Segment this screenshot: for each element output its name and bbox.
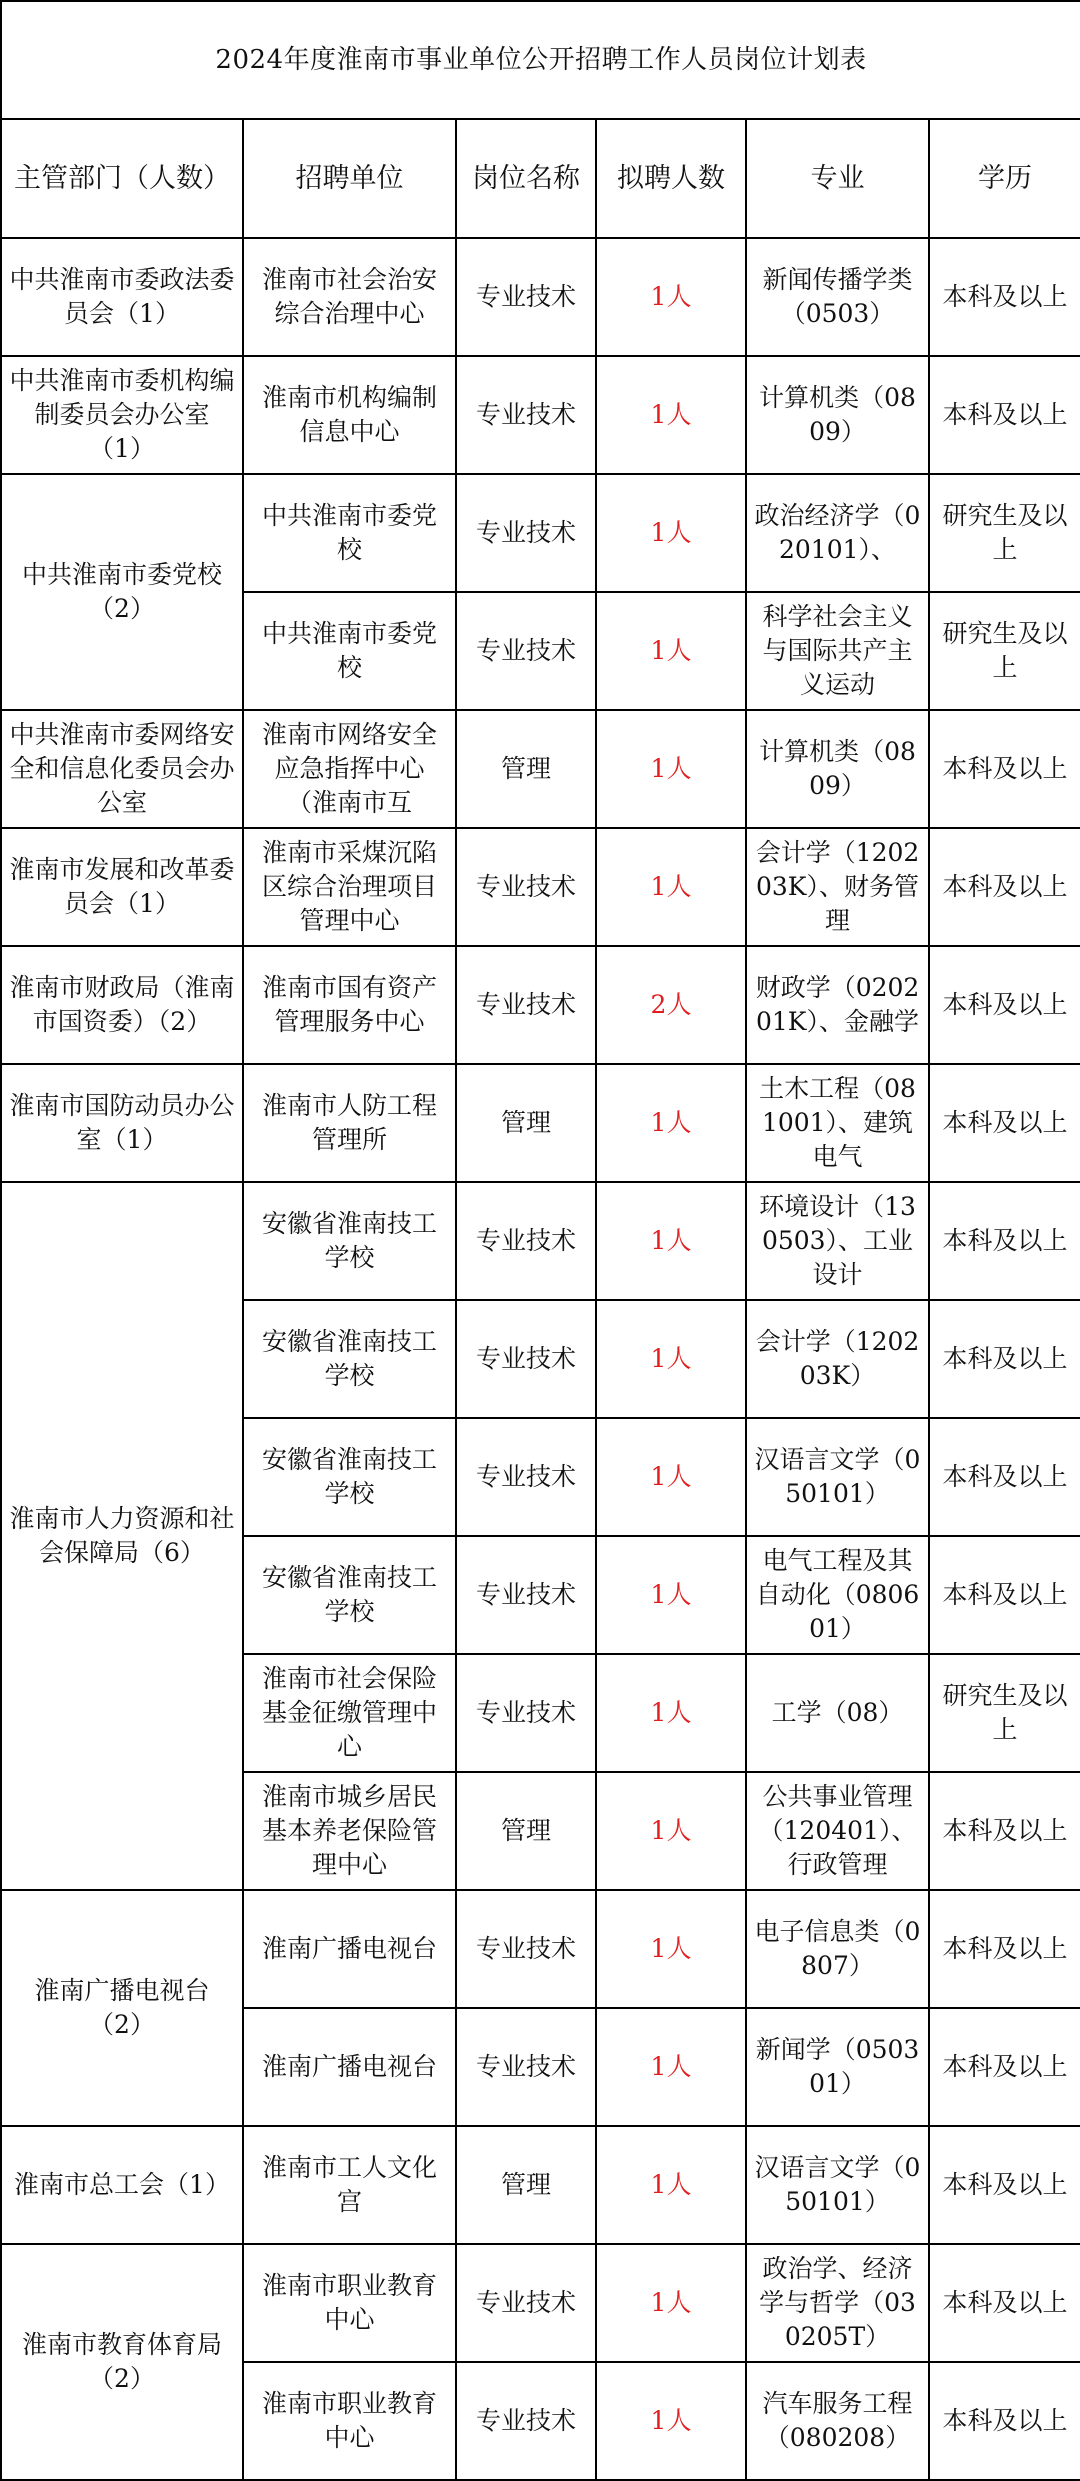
count-text: 2人 (650, 990, 692, 1019)
unit-cell (243, 2362, 456, 2480)
table-row (1, 2244, 1080, 2362)
major-text: 电子信息类（0807） (754, 1917, 921, 1980)
edu-cell (929, 2126, 1080, 2244)
major-cell (746, 1536, 929, 1654)
count-cell (596, 592, 746, 710)
table-row (1, 238, 1080, 356)
unit-cell (243, 592, 456, 710)
unit-cell (243, 2126, 456, 2244)
count-text: 1人 (650, 1462, 692, 1491)
header-major: 专业 (746, 119, 929, 238)
major-cell (746, 474, 929, 592)
post-cell (456, 710, 596, 828)
post-text: 专业技术 (475, 1344, 576, 1373)
unit-text: 淮南市网络安全应急指挥中心（淮南市互 (261, 720, 437, 817)
edu-cell (929, 1536, 1080, 1654)
table-row (1, 1182, 1080, 1300)
unit-cell (243, 710, 456, 828)
post-cell (456, 2008, 596, 2126)
unit-cell (243, 946, 456, 1064)
major-text: 环境设计（130503）、工业设计 (759, 1192, 916, 1289)
post-cell (456, 1418, 596, 1536)
dept-cell (1, 238, 243, 356)
dept-text: 中共淮南市委党校（2） (21, 560, 222, 623)
count-cell (596, 356, 746, 474)
major-cell (746, 592, 929, 710)
major-text: 汉语言文学（050101） (754, 1445, 921, 1508)
major-text: 财政学（020201K）、金融学 (755, 973, 920, 1036)
post-text: 专业技术 (475, 636, 576, 665)
dept-text: 淮南市国防动员办公室（1） (9, 1091, 235, 1154)
edu-text: 研究生及以上 (942, 501, 1068, 564)
edu-text: 本科及以上 (942, 1108, 1068, 1137)
count-cell (596, 710, 746, 828)
header-row (1, 119, 1080, 238)
count-text: 1人 (650, 1934, 692, 1963)
edu-cell (929, 2362, 1080, 2480)
unit-text: 中共淮南市委党校 (261, 501, 437, 564)
count-cell (596, 1418, 746, 1536)
dept-text: 淮南市发展和改革委员会（1） (9, 855, 235, 918)
edu-cell (929, 356, 1080, 474)
table-row (1, 1064, 1080, 1182)
post-cell (456, 356, 596, 474)
count-text: 1人 (650, 282, 692, 311)
edu-text: 本科及以上 (942, 2288, 1068, 2317)
major-text: 汉语言文学（050101） (754, 2153, 921, 2216)
header-edu: 学历 (929, 119, 1080, 238)
count-cell (596, 474, 746, 592)
unit-cell (243, 1890, 456, 2008)
post-text: 管理 (500, 1108, 551, 1137)
post-cell (456, 1182, 596, 1300)
edu-cell (929, 1654, 1080, 1772)
unit-text: 安徽省淮南技工学校 (261, 1209, 437, 1272)
major-text: 计算机类（0809） (759, 383, 916, 446)
post-cell (456, 474, 596, 592)
unit-text: 中共淮南市委党校 (261, 619, 437, 682)
unit-cell (243, 356, 456, 474)
dept-cell (1, 1890, 243, 2126)
edu-text: 研究生及以上 (942, 1681, 1068, 1744)
table-row (1, 2126, 1080, 2244)
post-text: 专业技术 (475, 2406, 576, 2435)
unit-text: 安徽省淮南技工学校 (261, 1563, 437, 1626)
major-text: 土木工程（081001）、建筑电气 (759, 1074, 916, 1171)
count-cell (596, 1536, 746, 1654)
count-text: 1人 (650, 2052, 692, 2081)
edu-cell (929, 1182, 1080, 1300)
unit-text: 淮南市采煤沉陷区综合治理项目管理中心 (261, 838, 437, 935)
count-text: 1人 (650, 518, 692, 547)
major-text: 计算机类（0809） (759, 737, 916, 800)
unit-text: 淮南市职业教育中心 (261, 2389, 437, 2452)
major-cell (746, 1772, 929, 1890)
count-text: 1人 (650, 2406, 692, 2435)
unit-text: 安徽省淮南技工学校 (261, 1327, 437, 1390)
edu-cell (929, 1890, 1080, 2008)
major-cell (746, 356, 929, 474)
edu-text: 研究生及以上 (942, 619, 1068, 682)
dept-cell (1, 710, 243, 828)
post-cell (456, 2244, 596, 2362)
post-cell (456, 1890, 596, 2008)
post-cell (456, 1654, 596, 1772)
major-cell (746, 1890, 929, 2008)
unit-text: 淮南市社会治安综合治理中心 (261, 265, 437, 328)
post-cell (456, 2362, 596, 2480)
dept-text: 淮南市财政局（淮南市国资委）（2） (9, 973, 235, 1036)
post-cell (456, 2126, 596, 2244)
unit-cell (243, 2244, 456, 2362)
dept-cell (1, 2244, 243, 2480)
count-cell (596, 2244, 746, 2362)
unit-cell (243, 1772, 456, 1890)
unit-text: 淮南市工人文化宫 (261, 2153, 437, 2216)
major-text: 新闻传播学类（0503） (762, 265, 913, 328)
major-cell (746, 2008, 929, 2126)
count-text: 1人 (650, 1698, 692, 1727)
edu-text: 本科及以上 (942, 2052, 1068, 2081)
edu-cell (929, 474, 1080, 592)
unit-cell (243, 1064, 456, 1182)
post-text: 管理 (500, 1816, 551, 1845)
count-cell (596, 946, 746, 1064)
major-text: 电气工程及其自动化（080601） (755, 1546, 920, 1643)
edu-cell (929, 2244, 1080, 2362)
dept-text: 淮南市教育体育局（2） (21, 2330, 222, 2393)
edu-cell (929, 2008, 1080, 2126)
count-cell (596, 2008, 746, 2126)
dept-cell (1, 1182, 243, 1890)
edu-text: 本科及以上 (942, 1934, 1068, 1963)
unit-text: 淮南市国有资产管理服务中心 (261, 973, 437, 1036)
major-cell (746, 946, 929, 1064)
unit-text: 淮南市机构编制信息中心 (261, 383, 437, 446)
count-text: 1人 (650, 1344, 692, 1373)
major-text: 工学（08） (771, 1698, 904, 1727)
dept-cell (1, 828, 243, 946)
dept-cell (1, 1064, 243, 1182)
unit-cell (243, 1654, 456, 1772)
post-text: 专业技术 (475, 282, 576, 311)
post-cell (456, 1300, 596, 1418)
unit-text: 淮南市社会保险基金征缴管理中心 (261, 1664, 437, 1761)
unit-cell (243, 2008, 456, 2126)
post-text: 专业技术 (475, 2052, 576, 2081)
header-post: 岗位名称 (456, 119, 596, 238)
edu-cell (929, 946, 1080, 1064)
major-cell (746, 828, 929, 946)
post-cell (456, 592, 596, 710)
major-cell (746, 1064, 929, 1182)
edu-cell (929, 1418, 1080, 1536)
major-text: 会计学（120203K） (755, 1327, 920, 1390)
edu-text: 本科及以上 (942, 2170, 1068, 2199)
unit-cell (243, 238, 456, 356)
table-row (1, 946, 1080, 1064)
edu-text: 本科及以上 (942, 1816, 1068, 1845)
dept-text: 中共淮南市委网络安全和信息化委员会办公室 (9, 720, 235, 817)
major-text: 汽车服务工程（080208） (762, 2389, 913, 2452)
post-text: 专业技术 (475, 1226, 576, 1255)
post-text: 管理 (500, 2170, 551, 2199)
count-cell (596, 2126, 746, 2244)
edu-text: 本科及以上 (942, 1462, 1068, 1491)
unit-cell (243, 1182, 456, 1300)
major-cell (746, 238, 929, 356)
count-cell (596, 1654, 746, 1772)
unit-text: 淮南广播电视台 (261, 2052, 437, 2081)
table-row (1, 474, 1080, 592)
major-text: 科学社会主义与国际共产主义运动 (762, 602, 913, 699)
major-text: 政治学、经济学与哲学（030205T） (759, 2254, 916, 2351)
unit-text: 淮南市人防工程管理所 (261, 1091, 437, 1154)
unit-cell (243, 1536, 456, 1654)
count-text: 1人 (650, 2288, 692, 2317)
edu-text: 本科及以上 (942, 754, 1068, 783)
edu-cell (929, 710, 1080, 828)
edu-cell (929, 238, 1080, 356)
edu-cell (929, 1300, 1080, 1418)
count-cell (596, 1772, 746, 1890)
post-text: 专业技术 (475, 1462, 576, 1491)
edu-cell (929, 1772, 1080, 1890)
edu-text: 本科及以上 (942, 400, 1068, 429)
count-cell (596, 1182, 746, 1300)
header-count: 拟聘人数 (596, 119, 746, 238)
count-text: 1人 (650, 754, 692, 783)
unit-text: 淮南市城乡居民基本养老保险管理中心 (261, 1782, 437, 1879)
unit-cell (243, 474, 456, 592)
major-cell (746, 1300, 929, 1418)
dept-text: 中共淮南市委机构编制委员会办公室（1） (9, 366, 235, 463)
table-title: 2024年度淮南市事业单位公开招聘工作人员岗位计划表 (1, 1, 1080, 119)
major-cell (746, 1418, 929, 1536)
edu-text: 本科及以上 (942, 2406, 1068, 2435)
edu-text: 本科及以上 (942, 1580, 1068, 1609)
dept-text: 中共淮南市委政法委员会（1） (9, 265, 235, 328)
count-text: 1人 (650, 400, 692, 429)
count-text: 1人 (650, 1226, 692, 1255)
edu-cell (929, 592, 1080, 710)
edu-cell (929, 828, 1080, 946)
unit-text: 淮南市职业教育中心 (261, 2271, 437, 2334)
dept-cell (1, 356, 243, 474)
count-text: 1人 (650, 1580, 692, 1609)
edu-text: 本科及以上 (942, 990, 1068, 1019)
edu-cell (929, 1064, 1080, 1182)
major-cell (746, 710, 929, 828)
post-cell (456, 828, 596, 946)
major-text: 新闻学（050301） (755, 2035, 920, 2098)
count-cell (596, 2362, 746, 2480)
dept-text: 淮南广播电视台（2） (34, 1976, 210, 2039)
post-cell (456, 238, 596, 356)
post-text: 专业技术 (475, 872, 576, 901)
table-row (1, 828, 1080, 946)
unit-text: 淮南广播电视台 (261, 1934, 437, 1963)
count-text: 1人 (650, 1108, 692, 1137)
count-text: 1人 (650, 2170, 692, 2199)
post-text: 专业技术 (475, 1580, 576, 1609)
unit-cell (243, 828, 456, 946)
post-cell (456, 946, 596, 1064)
table-row (1, 710, 1080, 828)
edu-text: 本科及以上 (942, 282, 1068, 311)
unit-cell (243, 1300, 456, 1418)
header-unit: 招聘单位 (243, 119, 456, 238)
edu-text: 本科及以上 (942, 1344, 1068, 1373)
header-dept: 主管部门（人数） (1, 119, 243, 238)
post-text: 专业技术 (475, 2288, 576, 2317)
unit-text: 安徽省淮南技工学校 (261, 1445, 437, 1508)
unit-cell (243, 1418, 456, 1536)
count-cell (596, 1064, 746, 1182)
count-cell (596, 1300, 746, 1418)
major-cell (746, 1182, 929, 1300)
count-cell (596, 828, 746, 946)
post-text: 专业技术 (475, 1698, 576, 1727)
post-text: 专业技术 (475, 400, 576, 429)
table-row (1, 1890, 1080, 2008)
post-text: 专业技术 (475, 518, 576, 547)
post-cell (456, 1536, 596, 1654)
post-cell (456, 1064, 596, 1182)
major-text: 政治经济学（020101）、 (754, 501, 921, 564)
count-cell (596, 1890, 746, 2008)
count-text: 1人 (650, 1816, 692, 1845)
dept-cell (1, 946, 243, 1064)
post-text: 管理 (500, 754, 551, 783)
edu-text: 本科及以上 (942, 872, 1068, 901)
major-cell (746, 2126, 929, 2244)
major-cell (746, 1654, 929, 1772)
post-text: 专业技术 (475, 990, 576, 1019)
major-text: 会计学（120203K）、财务管理 (755, 838, 920, 935)
dept-cell (1, 474, 243, 710)
post-cell (456, 1772, 596, 1890)
dept-text: 淮南市人力资源和社会保障局（6） (9, 1504, 235, 1567)
count-text: 1人 (650, 872, 692, 901)
dept-cell (1, 2126, 243, 2244)
major-cell (746, 2244, 929, 2362)
major-text: 公共事业管理（120401）、行政管理 (758, 1782, 917, 1879)
dept-text: 淮南市总工会（1） (14, 2170, 230, 2199)
post-text: 专业技术 (475, 1934, 576, 1963)
count-text: 1人 (650, 636, 692, 665)
table-row (1, 356, 1080, 474)
edu-text: 本科及以上 (942, 1226, 1068, 1255)
count-cell (596, 238, 746, 356)
major-cell (746, 2362, 929, 2480)
